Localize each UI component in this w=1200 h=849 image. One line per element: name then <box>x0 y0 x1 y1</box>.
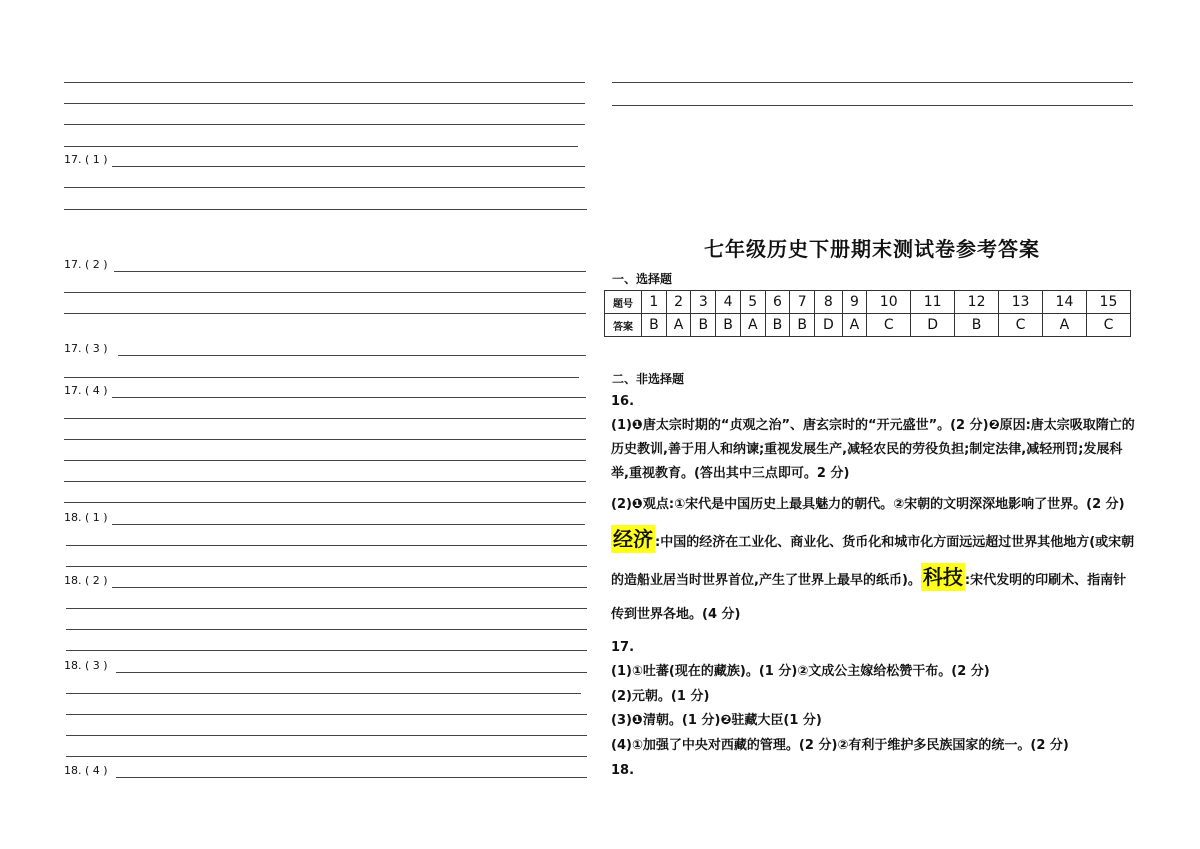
answer-line <box>114 271 586 272</box>
answer-line <box>66 608 587 609</box>
answer-cell: C <box>999 314 1043 337</box>
question-number: 2 <box>666 291 691 314</box>
question-number: 13 <box>999 291 1043 314</box>
question-number: 4 <box>716 291 741 314</box>
answer-line <box>64 103 585 104</box>
answer-line <box>64 439 586 440</box>
answer-cell: A <box>740 314 765 337</box>
label-17-1: 17. ( 1 ) <box>64 153 108 166</box>
answer-line <box>66 714 587 715</box>
q16-part2-economy: :中国的经济在工业化、商业化、货币化和城市化方面远远超过世界其他地方(或宋朝的造船业居当时世界首位,产生了世界上最早的纸币)。 <box>611 535 1135 588</box>
q16-part2-intro: (2)❶观点:①宋代是中国历史上最具魅力的朝代。②宋朝的文明深深地影响了世界。(2 分) <box>611 497 1125 512</box>
answer-line <box>64 313 586 314</box>
page-title: 七年级历史下册期末测试卷参考答案 <box>704 237 1040 261</box>
answer-line <box>64 377 579 378</box>
question-number: 9 <box>842 291 867 314</box>
highlight-economy: 经济 <box>613 527 653 551</box>
answer-line <box>64 146 578 147</box>
answer-cell: A <box>666 314 691 337</box>
question-number: 12 <box>955 291 999 314</box>
answer-line <box>64 209 587 210</box>
question-number: 3 <box>691 291 716 314</box>
answer-line <box>64 124 585 125</box>
answer-line <box>64 481 586 482</box>
highlight-technology: 科技 <box>922 565 963 589</box>
question-number: 11 <box>911 291 955 314</box>
table-row-numbers <box>605 291 1131 314</box>
answer-line <box>112 397 586 398</box>
label-18-1: 18. ( 1 ) <box>64 511 108 524</box>
answer-line <box>66 650 587 651</box>
q18-number: 18. <box>611 763 635 778</box>
label-18-2: 18. ( 2 ) <box>64 574 108 587</box>
answer-line <box>66 629 587 630</box>
question-number: 7 <box>790 291 815 314</box>
answer-line <box>66 566 587 567</box>
answer-line <box>118 355 586 356</box>
answer-line <box>66 693 581 694</box>
answer-cell: C <box>867 314 911 337</box>
answer-cell: C <box>1086 314 1130 337</box>
label-18-4: 18. ( 4 ) <box>64 764 108 777</box>
answer-line <box>66 735 587 736</box>
answer-cell: D <box>911 314 955 337</box>
answer-cell: B <box>765 314 790 337</box>
answer-cell: A <box>1043 314 1087 337</box>
answer-line <box>64 187 585 188</box>
row-header: 题号 <box>605 291 642 314</box>
label-17-4: 17. ( 4 ) <box>64 384 108 397</box>
question-number: 6 <box>765 291 790 314</box>
answer-line <box>112 166 585 167</box>
answer-line <box>116 777 587 778</box>
table-row-answers <box>605 314 1131 337</box>
answer-line <box>66 545 587 546</box>
label-18-3: 18. ( 3 ) <box>64 659 108 672</box>
question-number: 14 <box>1043 291 1087 314</box>
answer-table <box>604 290 1131 337</box>
answer-line <box>112 524 585 525</box>
answer-cell: B <box>955 314 999 337</box>
question-number: 5 <box>740 291 765 314</box>
q17-line3: (3)❶清朝。(1 分)❷驻藏大臣(1 分) <box>611 713 822 728</box>
answer-cell: D <box>815 314 842 337</box>
q16-number: 16. <box>611 394 635 409</box>
label-17-2: 17. ( 2 ) <box>64 258 108 271</box>
q16-part1: (1)❶唐太宗时期的“贞观之治”、唐玄宗时的“开元盛世”。(2 分)❷原因:唐太宗吸取隋亡的历史教训,善于用人和纳谏;重视发展生产,减轻农民的劳役负担;制定法律,减轻刑罚;发展科举,重视教育。(答出其中三点即可。2 分) <box>611 418 1135 481</box>
row-header: 答案 <box>605 314 642 337</box>
answer-line <box>66 756 587 757</box>
answer-line <box>64 418 586 419</box>
question-number: 8 <box>815 291 842 314</box>
answer-line <box>612 105 1133 106</box>
question-number: 10 <box>867 291 911 314</box>
q16-part2-technology: :宋代发明的印刷术、指南针传到世界各地。(4 分) <box>611 573 1127 622</box>
answer-cell: B <box>790 314 815 337</box>
section-heading-nonchoice: 二、非选择题 <box>612 372 685 386</box>
answer-cell: B <box>716 314 741 337</box>
answer-line <box>64 502 586 503</box>
q17-line4: (4)①加强了中央对西藏的管理。(2 分)②有利于维护多民族国家的统一。(2 分) <box>611 738 1069 753</box>
question-number: 15 <box>1086 291 1130 314</box>
answer-line <box>116 672 587 673</box>
answer-line <box>612 82 1133 83</box>
answer-line <box>64 292 586 293</box>
answer-line <box>64 82 585 83</box>
label-17-3: 17. ( 3 ) <box>64 342 108 355</box>
q17-line1: (1)①吐蕃(现在的藏族)。(1 分)②文成公主嫁给松赞干布。(2 分) <box>611 664 990 679</box>
answer-cell: B <box>691 314 716 337</box>
question-number: 1 <box>642 291 667 314</box>
answer-line <box>112 587 587 588</box>
answer-cell: A <box>842 314 867 337</box>
answer-line <box>64 460 586 461</box>
section-heading-choice: 一、选择题 <box>612 272 673 286</box>
q16-part2 <box>611 488 1135 632</box>
q17-line2: (2)元朝。(1 分) <box>611 689 710 704</box>
q17-number: 17. <box>611 640 635 655</box>
answer-cell: B <box>642 314 667 337</box>
